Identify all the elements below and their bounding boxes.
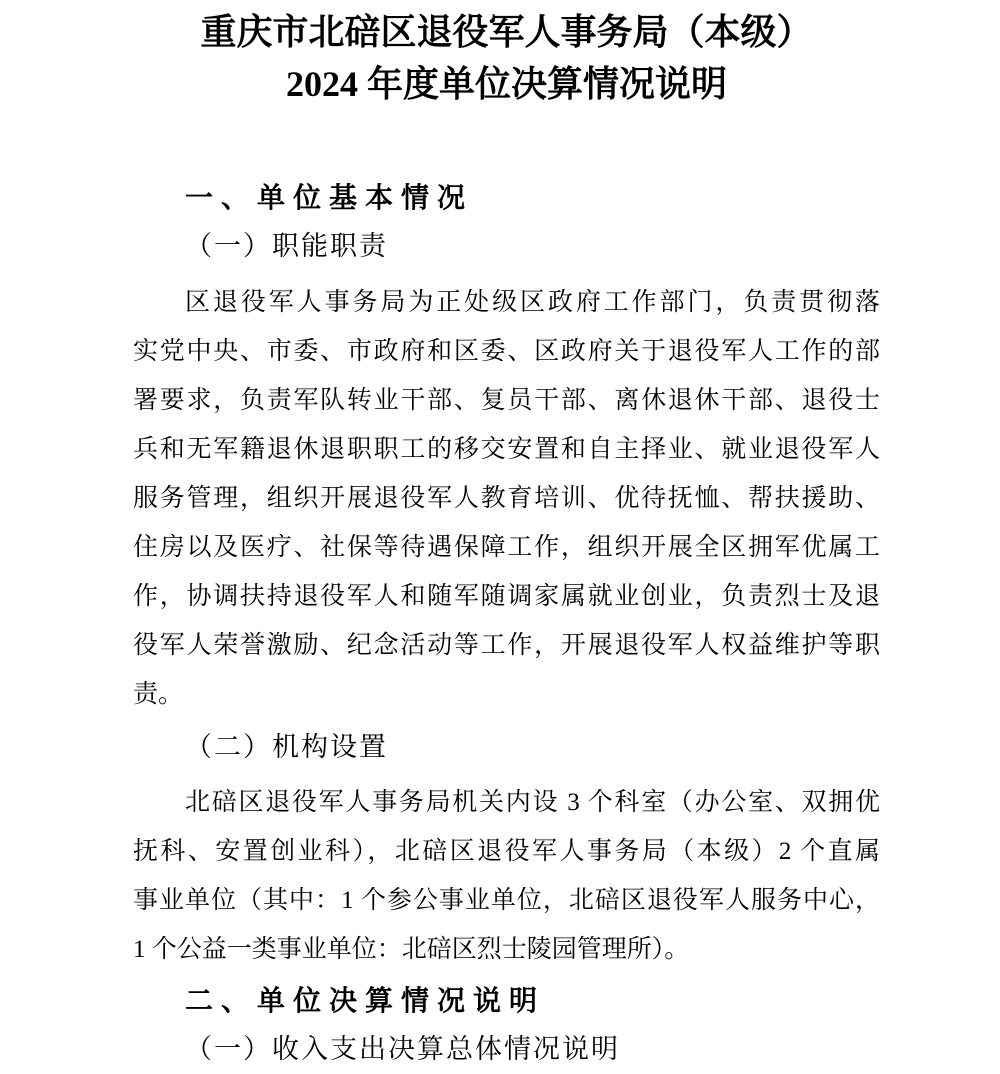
section-heading: 一、单位基本情况: [185, 182, 474, 213]
document-title: [133, 0, 880, 110]
paragraph: [133, 278, 880, 719]
document-sections: [133, 173, 880, 1074]
paragraph-line: 1 个公益一类事业单位：北碚区烈士陵园管理所）。: [133, 936, 690, 963]
document-title-line-2: 2024 年度单位决算情况说明: [285, 64, 727, 104]
paragraph: [133, 778, 880, 974]
paragraph-line: 实党中央、市委、市政府和区委、区政府关于退役军人工作的部: [133, 338, 880, 365]
paragraph-line: 区退役军人事务局为正处级区政府工作部门，负责贯彻落: [185, 289, 880, 316]
paragraph-line: 服务管理，组织开展退役军人教育培训、优待抚恤、帮扶援助、: [133, 485, 880, 512]
paragraph-line: 北碚区退役军人事务局机关内设 3 个科室（办公室、双拥优: [185, 789, 880, 816]
paragraph-line: 抚科、安置创业科），北碚区退役军人事务局（本级）2 个直属: [133, 838, 880, 865]
document-title-line-1: 重庆市北碚区退役军人事务局（本级）: [200, 12, 813, 52]
paragraph-line: 署要求，负责军队转业干部、复员干部、离休退休干部、退役士: [133, 387, 880, 414]
paragraph-line: 住房以及医疗、社保等待遇保障工作，组织开展全区拥军优属工: [133, 534, 880, 561]
document-content: [133, 0, 880, 1074]
subsection-heading: （一）收入支出决算总体情况说明: [185, 1034, 620, 1064]
subsection-heading: （二）机构设置: [185, 732, 388, 762]
subsection-heading: （一）职能职责: [185, 231, 388, 261]
paragraph-line: 事业单位（其中：1 个参公事业单位，北碚区退役军人服务中心，: [133, 887, 880, 914]
paragraph-line: 作，协调扶持退役军人和随军随调家属就业创业，负责烈士及退: [133, 583, 880, 610]
paragraph-line: 役军人荣誉激励、纪念活动等工作，开展退役军人权益维护等职: [133, 632, 880, 659]
paragraph-line: 责。: [133, 681, 184, 708]
paragraph-line: 兵和无军籍退休退职职工的移交安置和自主择业、就业退役军人: [133, 436, 880, 463]
section-heading: 二、单位决算情况说明: [185, 985, 546, 1016]
